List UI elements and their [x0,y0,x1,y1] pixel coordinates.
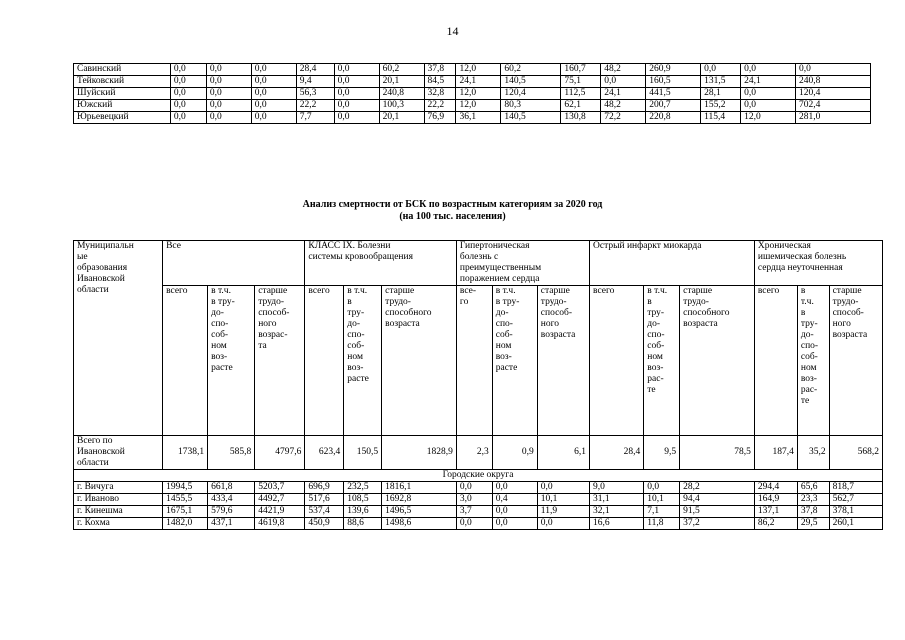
value-cell: 94,4 [680,494,755,506]
value-cell: 24,1 [741,76,796,88]
value-cell: 24,1 [601,88,646,100]
value-cell: 0,0 [170,76,206,88]
total-row-label: Всего по Ивановской области [74,436,163,470]
value-cell: 28,4 [296,64,334,76]
municipality-header: Муниципальн ые образования Ивановской области [74,241,163,436]
total-value-cell: 150,5 [344,436,382,470]
value-cell: 32,8 [424,88,456,100]
value-cell: 0,0 [456,482,492,494]
sub-header-cell: всего [163,286,208,436]
table-title [0,199,905,223]
total-value-cell: 78,5 [680,436,755,470]
value-cell: 4421,9 [255,506,305,518]
value-cell: 9,4 [296,76,334,88]
municipality-cell: г. Вичуга [74,482,163,494]
total-value-cell: 1738,1 [163,436,208,470]
value-cell: 1994,5 [163,482,208,494]
group-header-infarction: Острый инфаркт миокарда [590,241,755,286]
value-cell: 0,0 [206,88,251,100]
sub-header-cell: все- го [456,286,492,436]
value-cell: 441,5 [646,88,701,100]
value-cell: 0,0 [741,64,796,76]
value-cell: 0,0 [170,112,206,124]
value-cell: 0,0 [334,64,379,76]
value-cell: 0,0 [492,518,537,530]
table-row [74,100,871,112]
value-cell: 120,4 [501,88,561,100]
page-number: 14 [446,24,459,38]
municipality-cell: Шуйский [74,88,171,100]
value-cell: 818,7 [829,482,882,494]
value-cell: 10,1 [644,494,680,506]
value-cell: 281,0 [796,112,871,124]
value-cell: 9,0 [590,482,644,494]
total-value-cell: 187,4 [754,436,797,470]
value-cell: 3,7 [456,506,492,518]
value-cell: 56,3 [296,88,334,100]
group-header-hypertensive: Гипертоническая болезнь с преимущественным поражением сердца [456,241,589,286]
value-cell: 131,5 [701,76,741,88]
municipality-cell: Юрьевецкий [74,112,171,124]
mortality-table [73,240,883,530]
total-value-cell: 623,4 [305,436,344,470]
value-cell: 139,6 [344,506,382,518]
value-cell: 140,5 [501,76,561,88]
value-cell: 80,3 [501,100,561,112]
value-cell: 140,5 [501,112,561,124]
value-cell: 160,5 [646,76,701,88]
value-cell: 37,8 [797,506,829,518]
table-row [74,506,883,518]
value-cell: 0,0 [170,100,206,112]
value-cell: 200,7 [646,100,701,112]
value-cell: 108,5 [344,494,382,506]
value-cell: 4619,8 [255,518,305,530]
value-cell: 28,1 [701,88,741,100]
table-row [74,518,883,530]
value-cell: 1675,1 [163,506,208,518]
top-table [73,63,871,124]
value-cell: 0,0 [170,88,206,100]
municipality-cell: Тейковский [74,76,171,88]
value-cell: 48,2 [601,100,646,112]
value-cell: 0,0 [206,100,251,112]
value-cell: 0,0 [251,112,296,124]
value-cell: 72,2 [601,112,646,124]
value-cell: 1692,8 [382,494,457,506]
total-value-cell: 4797,6 [255,436,305,470]
value-cell: 232,5 [344,482,382,494]
value-cell: 36,1 [456,112,501,124]
value-cell: 112,5 [561,88,601,100]
value-cell: 160,7 [561,64,601,76]
table-row [74,112,871,124]
value-cell: 260,9 [646,64,701,76]
value-cell: 537,4 [305,506,344,518]
value-cell: 0,0 [170,64,206,76]
value-cell: 433,4 [208,494,255,506]
sub-header-cell: в т.ч. в тру- до- спо- соб- ном воз- рас- те [797,286,829,436]
value-cell: 22,2 [424,100,456,112]
value-cell: 7,7 [296,112,334,124]
total-value-cell: 585,8 [208,436,255,470]
value-cell: 0,0 [741,100,796,112]
total-row [74,436,883,470]
sub-header-cell: старше трудо- способного возраста [382,286,457,436]
value-cell: 28,2 [680,482,755,494]
value-cell: 32,1 [590,506,644,518]
value-cell: 84,5 [424,76,456,88]
value-cell: 12,0 [456,88,501,100]
value-cell: 37,2 [680,518,755,530]
value-cell: 260,1 [829,518,882,530]
value-cell: 65,6 [797,482,829,494]
value-cell: 22,2 [296,100,334,112]
value-cell: 12,0 [741,112,796,124]
title-line-2: (на 100 тыс. населения) [399,211,506,222]
value-cell: 100,3 [379,100,424,112]
value-cell: 1498,6 [382,518,457,530]
value-cell: 91,5 [680,506,755,518]
section-row [74,470,883,482]
value-cell: 0,0 [537,482,589,494]
table-row [74,76,871,88]
table-row [74,64,871,76]
value-cell: 240,8 [379,88,424,100]
value-cell: 0,0 [334,88,379,100]
value-cell: 0,0 [644,482,680,494]
municipality-cell: Южский [74,100,171,112]
value-cell: 62,1 [561,100,601,112]
value-cell: 16,6 [590,518,644,530]
sub-header-cell: старше трудо- способ- ного возрас- та [255,286,305,436]
sub-header-cell: старше трудо- способ- ного возраста [829,286,882,436]
value-cell: 12,0 [456,100,501,112]
value-cell: 0,0 [741,88,796,100]
value-cell: 88,6 [344,518,382,530]
value-cell: 0,0 [601,76,646,88]
table-row [74,494,883,506]
sub-header-cell: всего [754,286,797,436]
value-cell: 37,8 [424,64,456,76]
value-cell: 11,8 [644,518,680,530]
value-cell: 155,2 [701,100,741,112]
value-cell: 220,8 [646,112,701,124]
value-cell: 60,2 [379,64,424,76]
total-value-cell: 2,3 [456,436,492,470]
sub-header-cell: в т.ч. в тру- до- спо- соб- ном воз- расте [208,286,255,436]
value-cell: 23,3 [797,494,829,506]
sub-header-cell: старше трудо- способ- ного возраста [537,286,589,436]
value-cell: 0,0 [537,518,589,530]
value-cell: 0,0 [334,76,379,88]
sub-header-cell: всего [305,286,344,436]
value-cell: 378,1 [829,506,882,518]
value-cell: 10,1 [537,494,589,506]
value-cell: 60,2 [501,64,561,76]
sub-header-cell: в т.ч. в тру- до- спо- соб- ном воз- рас- те [644,286,680,436]
sub-header-cell: старше трудо- способного возраста [680,286,755,436]
sub-header-cell: всего [590,286,644,436]
value-cell: 0,0 [334,112,379,124]
value-cell: 130,8 [561,112,601,124]
value-cell: 11,9 [537,506,589,518]
value-cell: 4492,7 [255,494,305,506]
value-cell: 579,6 [208,506,255,518]
value-cell: 115,4 [701,112,741,124]
value-cell: 0,0 [206,76,251,88]
value-cell: 12,0 [456,64,501,76]
value-cell: 0,0 [456,518,492,530]
value-cell: 0,0 [492,506,537,518]
total-value-cell: 1828,9 [382,436,457,470]
total-value-cell: 28,4 [590,436,644,470]
group-header-class-ix: КЛАСС IX. Болезни системы кровообращения [305,241,457,286]
value-cell: 0,0 [206,112,251,124]
value-cell: 0,0 [701,64,741,76]
total-value-cell: 6,1 [537,436,589,470]
total-value-cell: 9,5 [644,436,680,470]
value-cell: 1496,5 [382,506,457,518]
value-cell: 31,1 [590,494,644,506]
value-cell: 1816,1 [382,482,457,494]
value-cell: 20,1 [379,112,424,124]
value-cell: 75,1 [561,76,601,88]
value-cell: 702,4 [796,100,871,112]
value-cell: 0,0 [251,88,296,100]
value-cell: 696,9 [305,482,344,494]
group-header-row [74,241,883,286]
value-cell: 517,6 [305,494,344,506]
total-value-cell: 35,2 [797,436,829,470]
value-cell: 48,2 [601,64,646,76]
value-cell: 240,8 [796,76,871,88]
value-cell: 76,9 [424,112,456,124]
value-cell: 137,1 [754,506,797,518]
sub-header-cell: в т.ч. в тру- до- спо- соб- ном воз- расте [492,286,537,436]
value-cell: 7,1 [644,506,680,518]
sub-header-cell: в т.ч. в тру- до- спо- соб- ном воз- расте [344,286,382,436]
group-header-ischemic: Хроническая ишемическая болезнь сердца неуточненная [754,241,882,286]
municipality-cell: г. Кохма [74,518,163,530]
value-cell: 3,0 [456,494,492,506]
value-cell: 24,1 [456,76,501,88]
value-cell: 450,9 [305,518,344,530]
total-value-cell: 0,9 [492,436,537,470]
value-cell: 562,7 [829,494,882,506]
section-label: Городские округа [74,470,883,482]
value-cell: 0,0 [251,100,296,112]
group-header-all: Все [163,241,305,286]
municipality-cell: Савинский [74,64,171,76]
value-cell: 164,9 [754,494,797,506]
municipality-cell: г. Иваново [74,494,163,506]
municipality-cell: г. Кинешма [74,506,163,518]
value-cell: 0,0 [796,64,871,76]
value-cell: 437,1 [208,518,255,530]
value-cell: 5203,7 [255,482,305,494]
value-cell: 1482,0 [163,518,208,530]
total-value-cell: 568,2 [829,436,882,470]
table-row [74,88,871,100]
value-cell: 0,0 [334,100,379,112]
value-cell: 0,4 [492,494,537,506]
value-cell: 661,8 [208,482,255,494]
value-cell: 0,0 [251,64,296,76]
value-cell: 0,0 [251,76,296,88]
table-row [74,482,883,494]
value-cell: 29,5 [797,518,829,530]
sub-header-row [74,286,883,436]
value-cell: 20,1 [379,76,424,88]
title-line-1: Анализ смертности от БСК по возрастным категориям за 2020 год [302,199,603,210]
value-cell: 120,4 [796,88,871,100]
value-cell: 1455,5 [163,494,208,506]
value-cell: 294,4 [754,482,797,494]
value-cell: 0,0 [492,482,537,494]
value-cell: 86,2 [754,518,797,530]
value-cell: 0,0 [206,64,251,76]
